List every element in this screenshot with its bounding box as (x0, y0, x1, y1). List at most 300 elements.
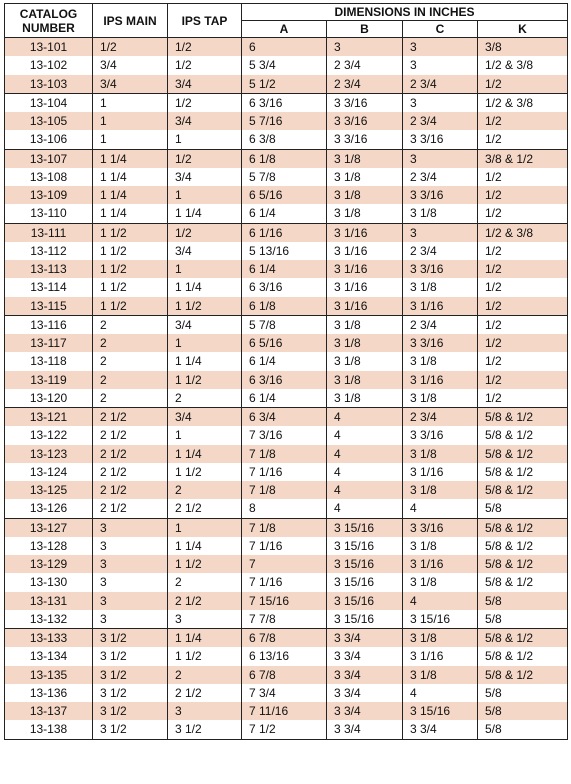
ips-main-cell: 1 1/4 (93, 204, 168, 223)
dim-b-cell: 4 (327, 426, 403, 444)
ips-tap-cell: 1 1/2 (168, 297, 242, 316)
dim-b-cell: 3 15/16 (327, 592, 403, 610)
dim-k-cell: 1/2 (478, 260, 568, 278)
ips-tap-cell: 3/4 (168, 315, 242, 334)
dim-c-cell: 2 3/4 (403, 168, 478, 186)
ips-tap-cell: 2 (168, 573, 242, 591)
catalog-number-cell: 13-118 (5, 352, 93, 370)
dim-k-cell: 1/2 (478, 297, 568, 316)
table-row (5, 720, 568, 739)
dim-a-cell: 7 1/16 (242, 463, 327, 481)
table-row (5, 223, 568, 242)
table-row (5, 334, 568, 352)
dim-c-cell: 3 (403, 56, 478, 74)
ips-tap-cell: 1 (168, 334, 242, 352)
dim-c-cell: 3 (403, 223, 478, 242)
dim-a-cell: 6 5/16 (242, 186, 327, 204)
catalog-number-cell: 13-111 (5, 223, 93, 242)
dim-c-cell: 3 1/16 (403, 463, 478, 481)
catalog-number-cell: 13-119 (5, 371, 93, 389)
catalog-number-cell: 13-122 (5, 426, 93, 444)
dimensions-table (4, 3, 568, 740)
dim-c-cell: 4 (403, 592, 478, 610)
dim-k-cell: 1/2 (478, 168, 568, 186)
catalog-number-cell: 13-128 (5, 537, 93, 555)
ips-main-cell: 2 (93, 334, 168, 352)
catalog-number-cell: 13-137 (5, 702, 93, 720)
ips-tap-cell: 2 (168, 389, 242, 408)
ips-tap-cell: 3/4 (168, 168, 242, 186)
dim-b-cell: 3 3/4 (327, 629, 403, 648)
ips-tap-cell: 1 (168, 186, 242, 204)
dim-c-cell: 3 3/16 (403, 518, 478, 537)
catalog-number-cell: 13-135 (5, 666, 93, 684)
catalog-number-cell: 13-132 (5, 610, 93, 629)
dim-a-cell: 5 3/4 (242, 56, 327, 74)
header-dim-a: A (242, 21, 327, 38)
dim-c-cell: 3 1/8 (403, 666, 478, 684)
table-row (5, 149, 568, 168)
catalog-number-cell: 13-121 (5, 408, 93, 427)
dim-c-cell: 3 15/16 (403, 610, 478, 629)
dim-k-cell: 1/2 (478, 315, 568, 334)
table-row (5, 278, 568, 296)
dim-c-cell: 3 1/16 (403, 297, 478, 316)
dim-c-cell: 3 1/16 (403, 647, 478, 665)
ips-tap-cell: 1 1/2 (168, 647, 242, 665)
dim-a-cell: 6 1/4 (242, 389, 327, 408)
dim-k-cell: 1/2 (478, 352, 568, 370)
dim-b-cell: 4 (327, 499, 403, 518)
catalog-number-cell: 13-126 (5, 499, 93, 518)
dim-k-cell: 1/2 (478, 75, 568, 94)
dim-a-cell: 6 1/8 (242, 149, 327, 168)
ips-tap-cell: 1 1/4 (168, 537, 242, 555)
table-row (5, 702, 568, 720)
dim-b-cell: 3 1/8 (327, 371, 403, 389)
ips-tap-cell: 1/2 (168, 93, 242, 112)
dim-a-cell: 6 3/8 (242, 130, 327, 149)
dim-a-cell: 7 1/16 (242, 537, 327, 555)
table-row (5, 592, 568, 610)
header-dimensions: DIMENSIONS IN INCHES (242, 4, 568, 21)
catalog-number-cell: 13-104 (5, 93, 93, 112)
ips-main-cell: 3 (93, 537, 168, 555)
ips-tap-cell: 1 (168, 518, 242, 537)
dim-a-cell: 6 1/8 (242, 297, 327, 316)
dim-c-cell: 3 3/16 (403, 334, 478, 352)
dim-b-cell: 3 3/16 (327, 130, 403, 149)
dim-k-cell: 5/8 & 1/2 (478, 537, 568, 555)
ips-main-cell: 1/2 (93, 38, 168, 57)
dim-b-cell: 3 3/16 (327, 93, 403, 112)
ips-tap-cell: 2 1/2 (168, 499, 242, 518)
dim-a-cell: 7 11/16 (242, 702, 327, 720)
ips-tap-cell: 1 1/4 (168, 352, 242, 370)
header-catalog-number: CATALOG NUMBER (5, 4, 93, 38)
dim-k-cell: 1/2 (478, 130, 568, 149)
dim-a-cell: 7 1/8 (242, 518, 327, 537)
ips-main-cell: 3 1/2 (93, 684, 168, 702)
catalog-number-cell: 13-109 (5, 186, 93, 204)
table-row (5, 168, 568, 186)
dim-b-cell: 3 3/4 (327, 684, 403, 702)
catalog-number-cell: 13-123 (5, 445, 93, 463)
dim-k-cell: 5/8 (478, 720, 568, 739)
table-row (5, 445, 568, 463)
dim-a-cell: 8 (242, 499, 327, 518)
catalog-number-cell: 13-129 (5, 555, 93, 573)
dim-a-cell: 7 1/16 (242, 573, 327, 591)
dim-b-cell: 3 1/8 (327, 186, 403, 204)
dim-a-cell: 6 1/4 (242, 352, 327, 370)
table-row (5, 499, 568, 518)
dim-c-cell: 4 (403, 499, 478, 518)
table-row (5, 666, 568, 684)
table-row (5, 315, 568, 334)
dim-a-cell: 7 3/4 (242, 684, 327, 702)
dim-a-cell: 6 7/8 (242, 666, 327, 684)
dim-a-cell: 5 7/8 (242, 168, 327, 186)
dimensions-table-wrapper (4, 3, 568, 740)
dim-b-cell: 3 1/16 (327, 223, 403, 242)
ips-main-cell: 3 (93, 610, 168, 629)
header-ips-main: IPS MAIN (93, 4, 168, 38)
ips-tap-cell: 3 (168, 610, 242, 629)
dim-b-cell: 3 1/16 (327, 242, 403, 260)
table-row (5, 352, 568, 370)
catalog-number-cell: 13-115 (5, 297, 93, 316)
dim-k-cell: 5/8 (478, 610, 568, 629)
dim-a-cell: 5 7/8 (242, 315, 327, 334)
catalog-number-cell: 13-125 (5, 481, 93, 499)
ips-main-cell: 3 1/2 (93, 647, 168, 665)
table-row (5, 389, 568, 408)
dim-b-cell: 3 (327, 38, 403, 57)
dim-k-cell: 1/2 (478, 389, 568, 408)
header-dim-k: K (478, 21, 568, 38)
dim-c-cell: 3 (403, 93, 478, 112)
dim-a-cell: 6 1/16 (242, 223, 327, 242)
dim-a-cell: 6 3/16 (242, 93, 327, 112)
catalog-number-cell: 13-131 (5, 592, 93, 610)
dim-a-cell: 6 3/16 (242, 278, 327, 296)
dim-k-cell: 5/8 & 1/2 (478, 666, 568, 684)
dim-b-cell: 3 3/4 (327, 702, 403, 720)
table-row (5, 242, 568, 260)
dim-k-cell: 3/8 (478, 38, 568, 57)
table-row (5, 426, 568, 444)
ips-tap-cell: 1 1/4 (168, 278, 242, 296)
ips-main-cell: 2 1/2 (93, 445, 168, 463)
ips-main-cell: 1 1/4 (93, 186, 168, 204)
catalog-number-cell: 13-114 (5, 278, 93, 296)
dim-k-cell: 1/2 & 3/8 (478, 93, 568, 112)
table-row (5, 130, 568, 149)
dim-b-cell: 3 1/16 (327, 278, 403, 296)
dim-a-cell: 6 3/4 (242, 408, 327, 427)
dim-a-cell: 6 1/4 (242, 260, 327, 278)
ips-tap-cell: 1/2 (168, 56, 242, 74)
catalog-number-cell: 13-101 (5, 38, 93, 57)
header-dim-c: C (403, 21, 478, 38)
dim-c-cell: 3 (403, 149, 478, 168)
ips-tap-cell: 2 1/2 (168, 684, 242, 702)
table-row (5, 297, 568, 316)
ips-main-cell: 1 1/2 (93, 278, 168, 296)
table-row (5, 463, 568, 481)
dim-b-cell: 3 1/8 (327, 168, 403, 186)
catalog-number-cell: 13-138 (5, 720, 93, 739)
dim-b-cell: 2 3/4 (327, 56, 403, 74)
dim-k-cell: 1/2 (478, 371, 568, 389)
dim-k-cell: 5/8 & 1/2 (478, 647, 568, 665)
table-row (5, 481, 568, 499)
ips-tap-cell: 1 1/2 (168, 555, 242, 573)
dim-c-cell: 2 3/4 (403, 315, 478, 334)
ips-main-cell: 3 (93, 518, 168, 537)
ips-main-cell: 3/4 (93, 75, 168, 94)
dim-a-cell: 6 7/8 (242, 629, 327, 648)
dim-a-cell: 6 3/16 (242, 371, 327, 389)
dim-k-cell: 1/2 (478, 186, 568, 204)
table-header (5, 4, 568, 38)
dim-k-cell: 5/8 & 1/2 (478, 426, 568, 444)
dim-k-cell: 5/8 (478, 702, 568, 720)
ips-tap-cell: 1 (168, 130, 242, 149)
ips-main-cell: 3 1/2 (93, 666, 168, 684)
dim-a-cell: 6 1/4 (242, 204, 327, 223)
dim-b-cell: 3 3/4 (327, 666, 403, 684)
dim-c-cell: 3 1/8 (403, 389, 478, 408)
ips-main-cell: 1 (93, 130, 168, 149)
ips-tap-cell: 1/2 (168, 223, 242, 242)
dim-c-cell: 3 (403, 38, 478, 57)
table-row (5, 371, 568, 389)
dim-k-cell: 5/8 & 1/2 (478, 445, 568, 463)
dim-a-cell: 7 1/2 (242, 720, 327, 739)
ips-main-cell: 3 (93, 555, 168, 573)
table-row (5, 38, 568, 57)
dim-k-cell: 1/2 (478, 242, 568, 260)
ips-tap-cell: 1 (168, 426, 242, 444)
dim-b-cell: 3 15/16 (327, 555, 403, 573)
catalog-number-cell: 13-103 (5, 75, 93, 94)
ips-main-cell: 2 1/2 (93, 499, 168, 518)
dim-k-cell: 5/8 & 1/2 (478, 629, 568, 648)
ips-tap-cell: 3 1/2 (168, 720, 242, 739)
ips-main-cell: 2 1/2 (93, 481, 168, 499)
dim-c-cell: 3 1/8 (403, 573, 478, 591)
dim-a-cell: 7 15/16 (242, 592, 327, 610)
dim-b-cell: 3 1/8 (327, 204, 403, 223)
dim-k-cell: 5/8 & 1/2 (478, 518, 568, 537)
ips-tap-cell: 2 (168, 666, 242, 684)
dim-k-cell: 1/2 & 3/8 (478, 56, 568, 74)
table-row (5, 555, 568, 573)
dim-c-cell: 3 3/4 (403, 720, 478, 739)
dim-b-cell: 3 1/16 (327, 297, 403, 316)
catalog-number-cell: 13-130 (5, 573, 93, 591)
catalog-number-cell: 13-105 (5, 112, 93, 130)
ips-tap-cell: 1 (168, 260, 242, 278)
ips-tap-cell: 1 1/4 (168, 445, 242, 463)
ips-main-cell: 2 1/2 (93, 463, 168, 481)
dim-a-cell: 7 3/16 (242, 426, 327, 444)
dim-c-cell: 3 1/8 (403, 445, 478, 463)
dim-k-cell: 5/8 & 1/2 (478, 573, 568, 591)
dim-c-cell: 3 3/16 (403, 260, 478, 278)
dim-k-cell: 5/8 (478, 499, 568, 518)
table-row (5, 75, 568, 94)
dim-c-cell: 3 1/8 (403, 278, 478, 296)
dim-c-cell: 3 3/16 (403, 186, 478, 204)
ips-main-cell: 2 (93, 371, 168, 389)
header-ips-tap: IPS TAP (168, 4, 242, 38)
ips-main-cell: 2 (93, 352, 168, 370)
ips-main-cell: 3 (93, 573, 168, 591)
catalog-number-cell: 13-110 (5, 204, 93, 223)
catalog-number-cell: 13-133 (5, 629, 93, 648)
table-row (5, 186, 568, 204)
catalog-number-cell: 13-106 (5, 130, 93, 149)
ips-tap-cell: 1 1/4 (168, 204, 242, 223)
ips-main-cell: 3 1/2 (93, 702, 168, 720)
catalog-number-cell: 13-120 (5, 389, 93, 408)
catalog-number-cell: 13-124 (5, 463, 93, 481)
ips-main-cell: 2 1/2 (93, 426, 168, 444)
table-row (5, 647, 568, 665)
table-row (5, 518, 568, 537)
ips-main-cell: 1 1/2 (93, 223, 168, 242)
dim-b-cell: 3 15/16 (327, 518, 403, 537)
catalog-number-cell: 13-108 (5, 168, 93, 186)
dim-c-cell: 3 1/8 (403, 352, 478, 370)
catalog-number-cell: 13-116 (5, 315, 93, 334)
dim-b-cell: 3 3/4 (327, 720, 403, 739)
dim-b-cell: 3 15/16 (327, 537, 403, 555)
table-row (5, 537, 568, 555)
dim-a-cell: 6 (242, 38, 327, 57)
dim-b-cell: 3 1/8 (327, 389, 403, 408)
dim-k-cell: 5/8 & 1/2 (478, 408, 568, 427)
ips-tap-cell: 3/4 (168, 242, 242, 260)
dim-b-cell: 3 3/16 (327, 112, 403, 130)
table-body (5, 38, 568, 740)
dim-k-cell: 1/2 & 3/8 (478, 223, 568, 242)
dim-b-cell: 2 3/4 (327, 75, 403, 94)
dim-k-cell: 5/8 & 1/2 (478, 555, 568, 573)
dim-a-cell: 7 1/8 (242, 481, 327, 499)
dim-k-cell: 5/8 (478, 592, 568, 610)
dim-k-cell: 1/2 (478, 204, 568, 223)
ips-tap-cell: 1 1/2 (168, 463, 242, 481)
ips-tap-cell: 3/4 (168, 112, 242, 130)
ips-main-cell: 1 1/4 (93, 149, 168, 168)
table-row (5, 610, 568, 629)
ips-main-cell: 1 (93, 93, 168, 112)
ips-tap-cell: 2 1/2 (168, 592, 242, 610)
ips-tap-cell: 2 (168, 481, 242, 499)
ips-main-cell: 2 (93, 315, 168, 334)
dim-c-cell: 3 15/16 (403, 702, 478, 720)
table-row (5, 684, 568, 702)
dim-b-cell: 3 1/8 (327, 315, 403, 334)
dim-c-cell: 3 1/16 (403, 555, 478, 573)
catalog-number-cell: 13-112 (5, 242, 93, 260)
table-row (5, 56, 568, 74)
ips-main-cell: 2 1/2 (93, 408, 168, 427)
catalog-number-cell: 13-117 (5, 334, 93, 352)
dim-k-cell: 5/8 & 1/2 (478, 481, 568, 499)
dim-c-cell: 2 3/4 (403, 408, 478, 427)
dim-b-cell: 3 15/16 (327, 610, 403, 629)
dim-k-cell: 1/2 (478, 278, 568, 296)
catalog-number-cell: 13-107 (5, 149, 93, 168)
dim-b-cell: 4 (327, 463, 403, 481)
ips-tap-cell: 3 (168, 702, 242, 720)
catalog-number-cell: 13-102 (5, 56, 93, 74)
dim-b-cell: 4 (327, 481, 403, 499)
dim-c-cell: 3 1/16 (403, 371, 478, 389)
dim-c-cell: 2 3/4 (403, 112, 478, 130)
dim-c-cell: 2 3/4 (403, 242, 478, 260)
catalog-number-cell: 13-113 (5, 260, 93, 278)
dim-a-cell: 7 7/8 (242, 610, 327, 629)
dim-c-cell: 3 3/16 (403, 426, 478, 444)
ips-main-cell: 1 1/4 (93, 168, 168, 186)
dim-a-cell: 5 1/2 (242, 75, 327, 94)
dim-c-cell: 2 3/4 (403, 75, 478, 94)
dim-k-cell: 5/8 (478, 684, 568, 702)
dim-c-cell: 3 1/8 (403, 204, 478, 223)
catalog-number-cell: 13-136 (5, 684, 93, 702)
table-row (5, 112, 568, 130)
ips-main-cell: 2 (93, 389, 168, 408)
ips-main-cell: 1 1/2 (93, 297, 168, 316)
ips-tap-cell: 1/2 (168, 38, 242, 57)
table-row (5, 93, 568, 112)
dim-c-cell: 3 3/16 (403, 130, 478, 149)
ips-main-cell: 3/4 (93, 56, 168, 74)
dim-k-cell: 1/2 (478, 112, 568, 130)
ips-main-cell: 3 1/2 (93, 720, 168, 739)
dim-c-cell: 3 1/8 (403, 537, 478, 555)
table-row (5, 573, 568, 591)
table-row (5, 204, 568, 223)
dim-b-cell: 4 (327, 445, 403, 463)
ips-tap-cell: 3/4 (168, 75, 242, 94)
dim-a-cell: 7 (242, 555, 327, 573)
ips-main-cell: 1 (93, 112, 168, 130)
dim-k-cell: 3/8 & 1/2 (478, 149, 568, 168)
dim-b-cell: 3 1/16 (327, 260, 403, 278)
ips-main-cell: 1 1/2 (93, 260, 168, 278)
dim-b-cell: 3 1/8 (327, 334, 403, 352)
dim-k-cell: 1/2 (478, 334, 568, 352)
table-row (5, 260, 568, 278)
ips-main-cell: 1 1/2 (93, 242, 168, 260)
ips-tap-cell: 1 1/4 (168, 629, 242, 648)
dim-a-cell: 5 13/16 (242, 242, 327, 260)
dim-c-cell: 3 1/8 (403, 481, 478, 499)
dim-b-cell: 3 1/8 (327, 352, 403, 370)
ips-main-cell: 3 1/2 (93, 629, 168, 648)
header-dim-b: B (327, 21, 403, 38)
dim-a-cell: 7 1/8 (242, 445, 327, 463)
catalog-number-cell: 13-134 (5, 647, 93, 665)
catalog-number-cell: 13-127 (5, 518, 93, 537)
